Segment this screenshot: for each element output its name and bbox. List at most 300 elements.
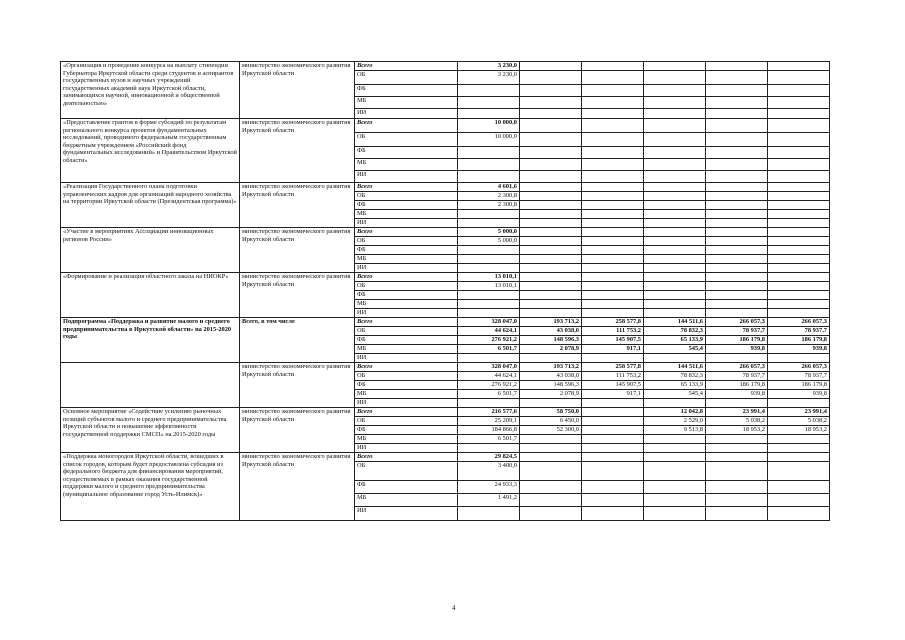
- amount-cell: 258 577,8: [582, 363, 644, 372]
- amount-cell: [582, 171, 644, 183]
- amount-cell: [768, 119, 830, 133]
- amount-cell: [706, 435, 768, 444]
- amount-cell: 52 300,0: [520, 426, 582, 435]
- amount-cell: [582, 462, 644, 481]
- amount-cell: [706, 85, 768, 97]
- amount-cell: 5 038,2: [768, 417, 830, 426]
- amount-cell: [582, 282, 644, 291]
- amount-cell: [768, 97, 830, 109]
- amount-cell: [582, 219, 644, 228]
- amount-cell: 29 824,5: [458, 453, 520, 462]
- amount-cell: [644, 246, 706, 255]
- amount-cell: [520, 62, 582, 71]
- amount-cell: 2 078,9: [520, 345, 582, 354]
- amount-cell: [582, 246, 644, 255]
- amount-cell: [582, 201, 644, 210]
- amount-cell: [706, 219, 768, 228]
- amount-cell: 18 953,2: [706, 426, 768, 435]
- amount-cell: 184 866,8: [458, 426, 520, 435]
- source-label: Всего: [355, 453, 458, 462]
- amount-cell: [582, 444, 644, 453]
- source-label: Всего: [355, 228, 458, 237]
- table-row: [61, 183, 830, 192]
- amount-cell: [706, 109, 768, 119]
- amount-cell: [520, 97, 582, 109]
- amount-cell: 23 991,4: [768, 408, 830, 417]
- amount-cell: [582, 147, 644, 159]
- amount-cell: [706, 133, 768, 147]
- executor-cell: министерство экономического развития Иркутской области: [240, 273, 355, 318]
- source-label: МБ: [355, 390, 458, 399]
- amount-cell: [520, 201, 582, 210]
- amount-cell: 78 832,3: [644, 372, 706, 381]
- amount-cell: [582, 507, 644, 521]
- source-label: ИИ: [355, 219, 458, 228]
- amount-cell: 186 179,8: [768, 381, 830, 390]
- amount-cell: [768, 309, 830, 318]
- amount-cell: [520, 399, 582, 408]
- source-label: ОБ: [355, 282, 458, 291]
- amount-cell: [706, 481, 768, 494]
- amount-cell: [520, 210, 582, 219]
- amount-cell: 3 230,0: [458, 71, 520, 85]
- amount-cell: 6 501,7: [458, 345, 520, 354]
- amount-cell: [706, 494, 768, 507]
- amount-cell: [458, 159, 520, 171]
- amount-cell: [644, 171, 706, 183]
- source-label: ОБ: [355, 237, 458, 246]
- amount-cell: [644, 210, 706, 219]
- amount-cell: [458, 246, 520, 255]
- amount-cell: 193 713,2: [520, 318, 582, 327]
- amount-cell: [706, 192, 768, 201]
- amount-cell: [768, 354, 830, 363]
- amount-cell: [768, 133, 830, 147]
- source-label: ФБ: [355, 426, 458, 435]
- amount-cell: [582, 399, 644, 408]
- amount-cell: 144 511,6: [644, 363, 706, 372]
- amount-cell: 917,1: [582, 390, 644, 399]
- measure-name: «Предоставление грантов в форме субсидий по результатам регионального конкурса проектов фундаментальных исследований, проводимого федеральным государственным бюджетным учреждением «Российский фонд фундаментальных исследований» и Правительством Иркутской области»: [61, 119, 240, 183]
- measure-name: «Формирование и реализация областного заказа на НИОКР»: [61, 273, 240, 318]
- amount-cell: [768, 273, 830, 282]
- table-row: [61, 363, 830, 372]
- amount-cell: [520, 85, 582, 97]
- source-label: ОБ: [355, 71, 458, 85]
- amount-cell: 148 596,3: [520, 336, 582, 345]
- amount-cell: 266 057,3: [768, 318, 830, 327]
- amount-cell: [582, 354, 644, 363]
- amount-cell: [582, 417, 644, 426]
- source-label: ФБ: [355, 147, 458, 159]
- amount-cell: [644, 119, 706, 133]
- amount-cell: 5 038,2: [706, 417, 768, 426]
- amount-cell: [582, 192, 644, 201]
- amount-cell: 9 513,8: [644, 426, 706, 435]
- amount-cell: [768, 210, 830, 219]
- amount-cell: [768, 481, 830, 494]
- amount-cell: [582, 273, 644, 282]
- amount-cell: [768, 62, 830, 71]
- amount-cell: 2 078,9: [520, 390, 582, 399]
- amount-cell: [520, 444, 582, 453]
- amount-cell: [520, 481, 582, 494]
- amount-cell: 111 753,2: [582, 372, 644, 381]
- amount-cell: [768, 219, 830, 228]
- source-label: ФБ: [355, 85, 458, 97]
- amount-cell: [582, 309, 644, 318]
- source-label: ОБ: [355, 372, 458, 381]
- amount-cell: [582, 159, 644, 171]
- amount-cell: [706, 183, 768, 192]
- amount-cell: [768, 255, 830, 264]
- amount-cell: [768, 192, 830, 201]
- amount-cell: [520, 246, 582, 255]
- amount-cell: [520, 109, 582, 119]
- amount-cell: [582, 481, 644, 494]
- amount-cell: [706, 159, 768, 171]
- source-label: Всего: [355, 408, 458, 417]
- amount-cell: 266 057,3: [768, 363, 830, 372]
- amount-cell: [644, 462, 706, 481]
- amount-cell: [644, 228, 706, 237]
- amount-cell: [644, 282, 706, 291]
- amount-cell: [644, 109, 706, 119]
- amount-cell: [706, 71, 768, 85]
- amount-cell: [644, 62, 706, 71]
- amount-cell: [644, 201, 706, 210]
- amount-cell: [458, 147, 520, 159]
- amount-cell: [706, 255, 768, 264]
- amount-cell: 545,4: [644, 345, 706, 354]
- amount-cell: [582, 183, 644, 192]
- amount-cell: [706, 507, 768, 521]
- amount-cell: [582, 228, 644, 237]
- amount-cell: [520, 133, 582, 147]
- amount-cell: 186 179,8: [706, 381, 768, 390]
- amount-cell: [706, 453, 768, 462]
- amount-cell: 43 038,0: [520, 327, 582, 336]
- amount-cell: [768, 282, 830, 291]
- amount-cell: [520, 462, 582, 481]
- amount-cell: [644, 237, 706, 246]
- amount-cell: 78 937,7: [768, 327, 830, 336]
- source-label: ФБ: [355, 381, 458, 390]
- amount-cell: [582, 300, 644, 309]
- amount-cell: [520, 309, 582, 318]
- amount-cell: [768, 159, 830, 171]
- amount-cell: 266 057,3: [706, 363, 768, 372]
- amount-cell: 24 933,3: [458, 481, 520, 494]
- amount-cell: [706, 309, 768, 318]
- amount-cell: 13 010,1: [458, 273, 520, 282]
- amount-cell: [706, 237, 768, 246]
- amount-cell: [706, 291, 768, 300]
- budget-table: [60, 61, 830, 521]
- amount-cell: [706, 282, 768, 291]
- amount-cell: 328 047,0: [458, 363, 520, 372]
- amount-cell: [768, 291, 830, 300]
- measure-name: Основное мероприятие «Содействие усилению рыночных позиций субъектов малого и среднего предпринимательства Иркутской области и повышение эффективности государственной поддержки СМСП» на 2015-2020 годы: [61, 408, 240, 453]
- amount-cell: [768, 246, 830, 255]
- source-label: МБ: [355, 345, 458, 354]
- amount-cell: 58 750,0: [520, 408, 582, 417]
- measure-name: «Реализация Государственного плана подготовки управленческих кадров для организаций народного хозяйства на территории Иркутской области (Президентская программа)»: [61, 183, 240, 228]
- table-row: [61, 408, 830, 417]
- source-label: ИИ: [355, 444, 458, 453]
- amount-cell: [520, 183, 582, 192]
- source-label: Всего: [355, 62, 458, 71]
- amount-cell: [458, 171, 520, 183]
- amount-cell: [644, 399, 706, 408]
- amount-cell: 6 450,0: [520, 417, 582, 426]
- amount-cell: [644, 133, 706, 147]
- amount-cell: 3 400,0: [458, 462, 520, 481]
- amount-cell: [458, 354, 520, 363]
- source-label: ОБ: [355, 417, 458, 426]
- source-label: ФБ: [355, 336, 458, 345]
- amount-cell: [458, 399, 520, 408]
- amount-cell: [458, 85, 520, 97]
- amount-cell: 193 713,2: [520, 363, 582, 372]
- amount-cell: [582, 494, 644, 507]
- executor-cell: министерство экономического развития Иркутской области: [240, 119, 355, 183]
- amount-cell: [644, 481, 706, 494]
- amount-cell: [520, 71, 582, 85]
- table-row: [61, 119, 830, 133]
- executor-cell: министерство экономического развития Иркутской области: [240, 62, 355, 119]
- amount-cell: [644, 71, 706, 85]
- amount-cell: [520, 300, 582, 309]
- amount-cell: [458, 507, 520, 521]
- amount-cell: [520, 119, 582, 133]
- source-label: ФБ: [355, 291, 458, 300]
- amount-cell: [458, 264, 520, 273]
- amount-cell: [582, 133, 644, 147]
- amount-cell: [582, 109, 644, 119]
- amount-cell: 6 501,7: [458, 435, 520, 444]
- amount-cell: [520, 273, 582, 282]
- amount-cell: 44 624,1: [458, 372, 520, 381]
- source-label: ОБ: [355, 133, 458, 147]
- amount-cell: [582, 291, 644, 300]
- amount-cell: [520, 354, 582, 363]
- amount-cell: [706, 228, 768, 237]
- amount-cell: 18 953,2: [768, 426, 830, 435]
- amount-cell: 25 209,1: [458, 417, 520, 426]
- amount-cell: [768, 435, 830, 444]
- source-label: ИИ: [355, 354, 458, 363]
- amount-cell: [768, 399, 830, 408]
- amount-cell: [644, 444, 706, 453]
- amount-cell: [458, 300, 520, 309]
- amount-cell: [644, 309, 706, 318]
- source-label: Всего: [355, 318, 458, 327]
- amount-cell: [706, 147, 768, 159]
- amount-cell: [768, 444, 830, 453]
- amount-cell: [520, 264, 582, 273]
- amount-cell: [706, 119, 768, 133]
- amount-cell: 12 042,8: [644, 408, 706, 417]
- amount-cell: [644, 435, 706, 444]
- source-label: МБ: [355, 300, 458, 309]
- amount-cell: 145 907,5: [582, 336, 644, 345]
- amount-cell: 939,8: [768, 390, 830, 399]
- amount-cell: [768, 71, 830, 85]
- amount-cell: [768, 228, 830, 237]
- amount-cell: 78 937,7: [768, 372, 830, 381]
- page-number: 4: [452, 604, 456, 612]
- amount-cell: [582, 453, 644, 462]
- amount-cell: [706, 201, 768, 210]
- amount-cell: [458, 219, 520, 228]
- amount-cell: 144 511,6: [644, 318, 706, 327]
- amount-cell: [458, 210, 520, 219]
- amount-cell: 145 907,5: [582, 381, 644, 390]
- source-label: ИИ: [355, 507, 458, 521]
- source-label: ИИ: [355, 109, 458, 119]
- amount-cell: [768, 171, 830, 183]
- amount-cell: 1 491,2: [458, 494, 520, 507]
- amount-cell: 939,8: [768, 345, 830, 354]
- amount-cell: [644, 273, 706, 282]
- amount-cell: [520, 159, 582, 171]
- amount-cell: 328 047,0: [458, 318, 520, 327]
- amount-cell: 148 596,3: [520, 381, 582, 390]
- amount-cell: [582, 62, 644, 71]
- table-row: [61, 228, 830, 237]
- amount-cell: 23 991,4: [706, 408, 768, 417]
- amount-cell: [458, 444, 520, 453]
- amount-cell: [520, 435, 582, 444]
- amount-cell: 65 133,9: [644, 381, 706, 390]
- source-label: МБ: [355, 210, 458, 219]
- amount-cell: 2 529,0: [644, 417, 706, 426]
- amount-cell: [706, 300, 768, 309]
- executor-cell: министерство экономического развития Иркутской области: [240, 228, 355, 273]
- amount-cell: [582, 426, 644, 435]
- amount-cell: 266 057,3: [706, 318, 768, 327]
- source-label: ИИ: [355, 309, 458, 318]
- amount-cell: 111 753,2: [582, 327, 644, 336]
- amount-cell: [768, 264, 830, 273]
- amount-cell: 216 577,6: [458, 408, 520, 417]
- amount-cell: [582, 85, 644, 97]
- executor-cell: Всего, в том числе: [240, 318, 355, 363]
- measure-name: «Участие в мероприятиях Ассоциации инновационных регионов России»: [61, 228, 240, 273]
- amount-cell: [582, 237, 644, 246]
- amount-cell: [520, 255, 582, 264]
- amount-cell: [582, 255, 644, 264]
- amount-cell: [582, 119, 644, 133]
- amount-cell: [520, 228, 582, 237]
- amount-cell: [458, 97, 520, 109]
- amount-cell: [768, 494, 830, 507]
- measure-name: «Организация и проведение конкурса на выплату стипендии Губернатора Иркутской области среди студентов и аспирантов государственных вузов и научных учреждений государственных академий наук Иркутской области, занимающихся научной, инновационной и общественной деятельностью»: [61, 62, 240, 119]
- amount-cell: [768, 85, 830, 97]
- amount-cell: 2 300,8: [458, 192, 520, 201]
- source-label: ОБ: [355, 192, 458, 201]
- source-label: ИИ: [355, 264, 458, 273]
- amount-cell: 44 624,1: [458, 327, 520, 336]
- amount-cell: [644, 255, 706, 264]
- amount-cell: [582, 210, 644, 219]
- amount-cell: [458, 291, 520, 300]
- measure-name: Подпрограмма «Поддержка и развитие малого и среднего предпринимательства в Иркутской области» на 2015-2020 годы: [61, 318, 240, 363]
- source-label: Всего: [355, 119, 458, 133]
- amount-cell: 545,4: [644, 390, 706, 399]
- source-label: ФБ: [355, 246, 458, 255]
- amount-cell: [520, 282, 582, 291]
- table-row: [61, 453, 830, 462]
- amount-cell: 186 179,8: [768, 336, 830, 345]
- amount-cell: [644, 300, 706, 309]
- source-label: ФБ: [355, 481, 458, 494]
- amount-cell: [520, 291, 582, 300]
- amount-cell: [644, 183, 706, 192]
- amount-cell: [644, 97, 706, 109]
- amount-cell: [706, 273, 768, 282]
- amount-cell: [582, 408, 644, 417]
- amount-cell: 276 921,2: [458, 336, 520, 345]
- amount-cell: 5 000,0: [458, 237, 520, 246]
- amount-cell: 10 000,0: [458, 133, 520, 147]
- amount-cell: [768, 462, 830, 481]
- source-label: ОБ: [355, 327, 458, 336]
- amount-cell: [644, 192, 706, 201]
- amount-cell: [644, 507, 706, 521]
- amount-cell: [706, 62, 768, 71]
- amount-cell: 917,1: [582, 345, 644, 354]
- source-label: ИИ: [355, 171, 458, 183]
- amount-cell: [768, 453, 830, 462]
- amount-cell: [768, 201, 830, 210]
- amount-cell: [706, 210, 768, 219]
- amount-cell: [706, 264, 768, 273]
- amount-cell: [706, 246, 768, 255]
- source-label: МБ: [355, 494, 458, 507]
- measure-name: [61, 363, 240, 408]
- amount-cell: [768, 300, 830, 309]
- executor-cell: министерство экономического развития Иркутской области: [240, 408, 355, 453]
- amount-cell: [706, 462, 768, 481]
- amount-cell: 78 937,7: [706, 372, 768, 381]
- amount-cell: [582, 97, 644, 109]
- amount-cell: [644, 85, 706, 97]
- amount-cell: 78 832,3: [644, 327, 706, 336]
- source-label: Всего: [355, 363, 458, 372]
- executor-cell: министерство экономического развития Иркутской области: [240, 363, 355, 408]
- amount-cell: 939,8: [706, 345, 768, 354]
- source-label: Всего: [355, 183, 458, 192]
- source-label: ОБ: [355, 462, 458, 481]
- amount-cell: [644, 219, 706, 228]
- amount-cell: [768, 147, 830, 159]
- source-label: Всего: [355, 273, 458, 282]
- amount-cell: 5 000,0: [458, 228, 520, 237]
- table-row: [61, 62, 830, 71]
- amount-cell: [520, 171, 582, 183]
- amount-cell: [520, 453, 582, 462]
- amount-cell: [582, 264, 644, 273]
- amount-cell: 13 010,1: [458, 282, 520, 291]
- source-label: ФБ: [355, 201, 458, 210]
- amount-cell: [520, 237, 582, 246]
- amount-cell: 2 300,8: [458, 201, 520, 210]
- amount-cell: 10 000,0: [458, 119, 520, 133]
- amount-cell: [644, 264, 706, 273]
- measure-name: «Поддержка моногородов Иркутской области, вошедших в список городов, которым будет предоставлена субсидия из федерального бюджета для финансирования мероприятий, осуществляемых в рамках оказания государственной поддержки малого и среднего предпринимательства (муниципальное образование город Усть-Илимск)»: [61, 453, 240, 521]
